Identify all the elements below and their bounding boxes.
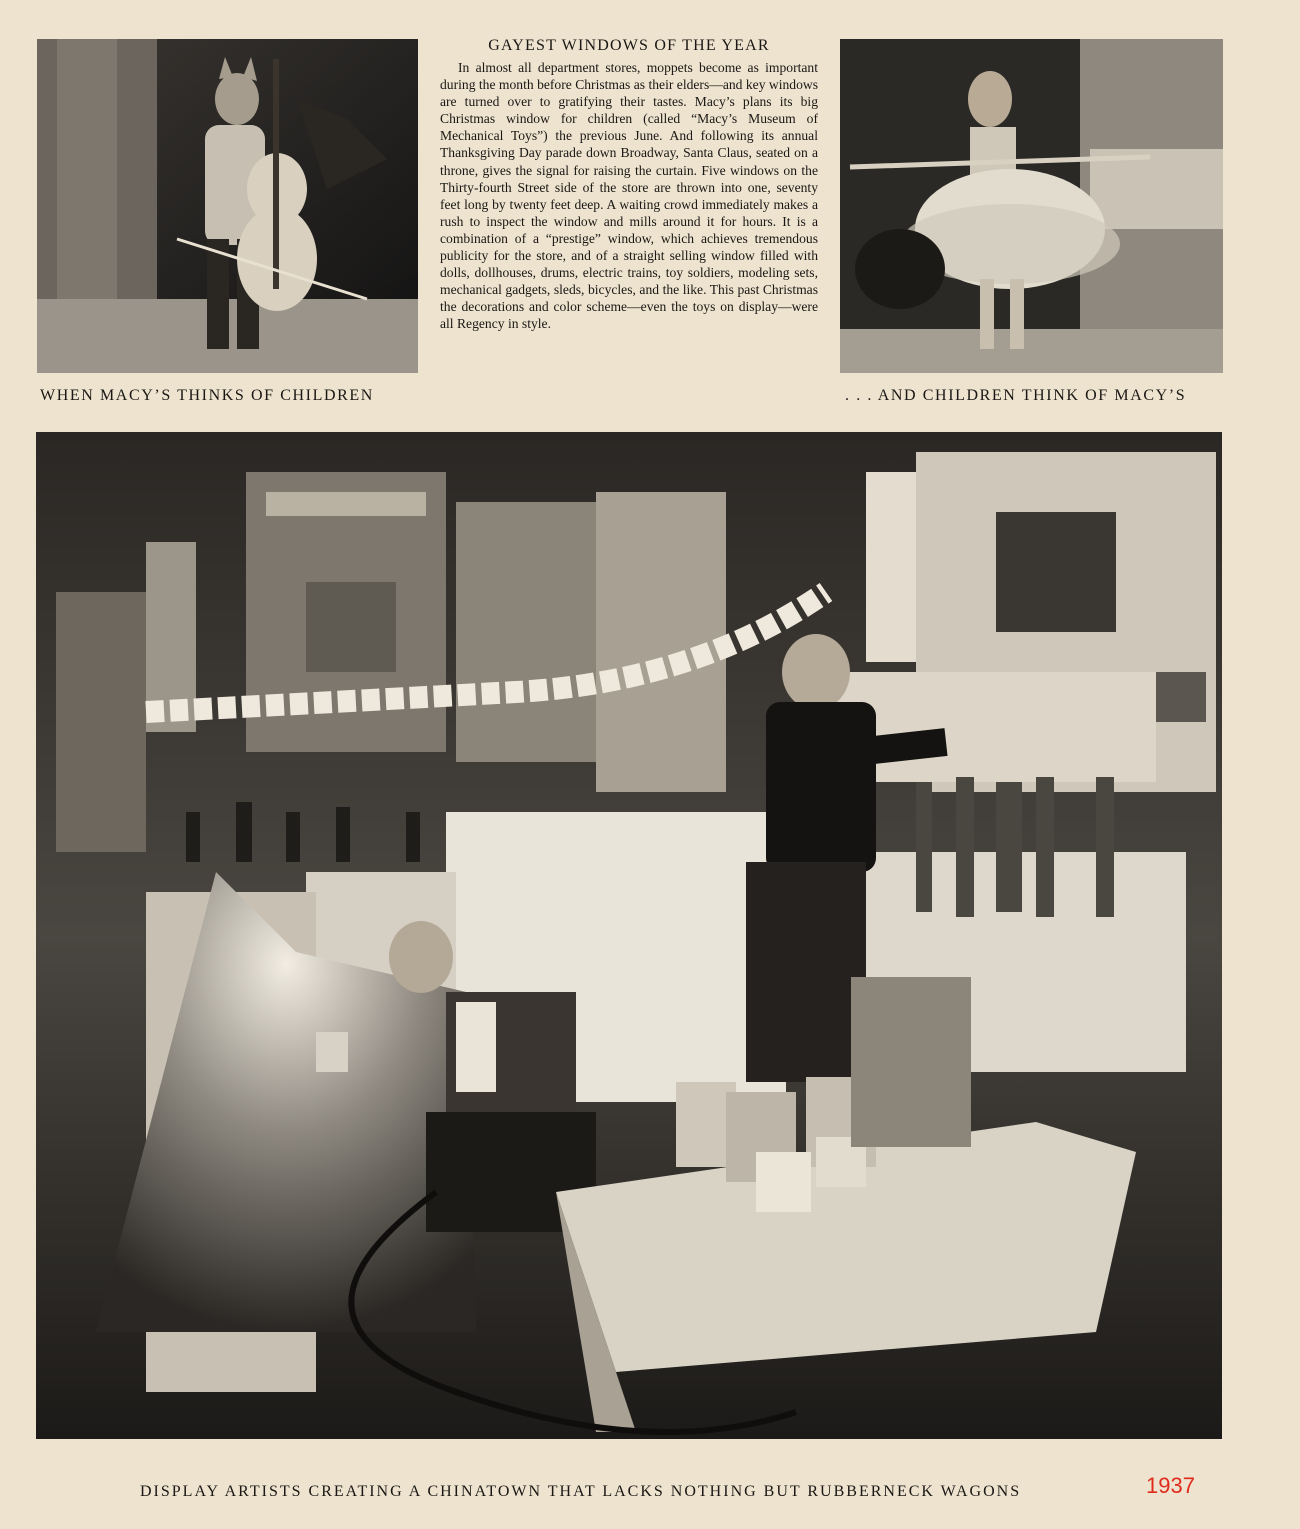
caption-bottom: DISPLAY ARTISTS CREATING A CHINATOWN THAT LACKS NOTHING BUT RUBBERNECK WAGONS	[140, 1483, 1022, 1500]
photo-mechanical-ballerina	[840, 39, 1223, 373]
photo-mechanical-cat-cellist	[37, 39, 418, 373]
article-title: GAYEST WINDOWS OF THE YEAR	[488, 37, 770, 54]
article-body: In almost all department stores, moppets become as important during the month before Christmas as their elders—and key windows are turned over to gratifying their tastes. Macy’s plans its big Christmas window for children (called “Macy’s Museum of Mechanical Toys”) the previous June. And following its annual Thanksgiving Day parade down Broadway, Santa Claus, seated on a throne, gives the signal for raising the curtain. Five windows on the Thirty-fourth Street side of the store are thrown into one, seventy feet long by twenty feet deep. A waiting crowd immediately makes a rush to inspect the window and mills around it for hours. It is a combination of a “prestige” window, which achieves tremendous publicity for the store, and of a straight selling window filled with dolls, dollhouses, drums, electric trains, toy soldiers, modeling sets, mechanical gadgets, sleds, bicycles, and the like. This past Christmas the decorations and color scheme—even the toys on display—were all Regency in style.	[440, 60, 818, 332]
photo-display-artists-chinatown	[36, 432, 1222, 1439]
caption-left: WHEN MACY’S THINKS OF CHILDREN	[40, 387, 374, 404]
article	[440, 37, 818, 333]
caption-right: . . . AND CHILDREN THINK OF MACY’S	[845, 387, 1187, 404]
year-stamp: 1937	[1146, 1473, 1195, 1498]
